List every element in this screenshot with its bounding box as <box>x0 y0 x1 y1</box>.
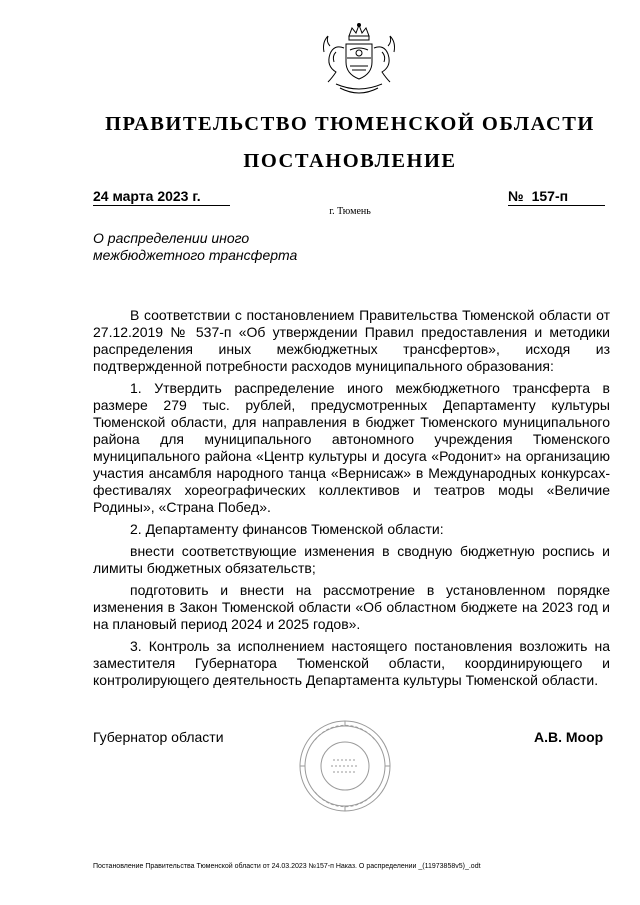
paragraph-item-2-sub-2: подготовить и внести на рассмотрение в установленном порядке изменения в Закон Тюменской области «Об областном бюджете на 2023 год и на плановый период 2024 и 2025 годов». <box>93 582 610 632</box>
document-date: 24 марта 2023 г. <box>93 187 230 206</box>
signer-title: Губернатор области <box>93 729 224 745</box>
document-subject <box>93 230 333 264</box>
signer-name: А.В. Моор <box>534 729 604 745</box>
paragraph-item-3: 3. Контроль за исполнением настоящего постановления возложить на заместителя Губернатора Тюменской области, координирующего и контролирующего деятельность Департамента культуры Тюменской области. <box>93 638 610 688</box>
paragraph-item-2-sub-1: внести соответствующие изменения в сводную бюджетную роспись и лимиты бюджетных обязательств; <box>93 543 610 576</box>
paragraph-item-2: 2. Департаменту финансов Тюменской области: <box>130 521 444 537</box>
number-sign: № <box>508 188 524 204</box>
subject-line-1: О распределении иного <box>93 230 250 246</box>
document-type: ПОСТАНОВЛЕНИЕ <box>243 150 457 172</box>
file-footer: Постановление Правительства Тюменской области от 24.03.2023 №157-п Наказ. О распределении _(11973858v5)_.odt <box>93 863 481 870</box>
organization-title: ПРАВИТЕЛЬСТВО ТЮМЕНСКОЙ ОБЛАСТИ <box>105 113 595 135</box>
city: г. Тюмень <box>329 206 371 217</box>
coat-of-arms-icon <box>314 22 404 100</box>
document-number: 157-п <box>531 188 569 204</box>
signature-stamp-icon <box>297 718 393 814</box>
document-body <box>93 307 610 689</box>
subject-line-2: межбюджетного трансферта <box>93 247 298 263</box>
paragraph-item-1: 1. Утвердить распределение иного межбюджетного трансферта в размере 279 тыс. рублей, предусмотренных Департаменту культуры Тюменской области, для направления в бюджет Тюменского муниципального района для муниципального автономного учреждения Тюменского муниципального района «Центр культуры и досуга «Родонит» на организацию участия ансамбля народного танца «Вернисаж» в Международных конкурсах-фестивалях хореографических коллективов и театров моды «Величие Родины», «Страна Побед». <box>93 380 610 515</box>
paragraph-preamble: В соответствии с постановлением Правительства Тюменской области от 27.12.2019 № 537-п «Об утверждении Правил предоставления и методики распределения иных межбюджетных трансфертов», исходя из подтвержденной потребности расходов муниципального образования: <box>93 307 610 374</box>
document-number-field <box>508 187 605 206</box>
